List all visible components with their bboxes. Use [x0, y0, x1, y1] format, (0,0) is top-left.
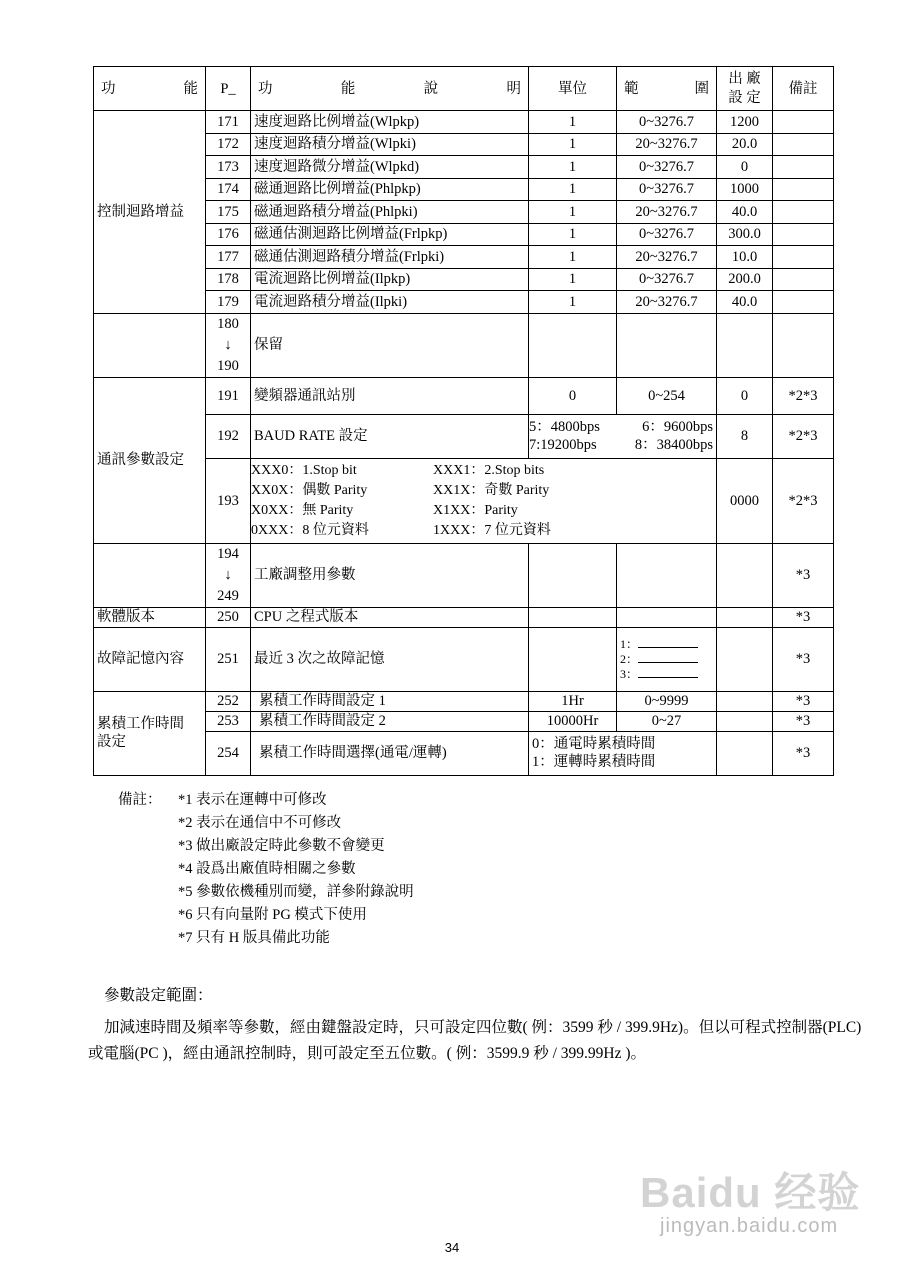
header-unit: 單位 — [529, 67, 617, 111]
group-cumulative: 累積工作時間 設定 — [94, 691, 206, 775]
note-item: *7 只有 H 版具備此功能 — [178, 930, 330, 946]
blank-line — [638, 637, 698, 648]
table-row: 控制迴路增益 171 速度迴路比例增益(Wlpkp) 1 0~3276.7 1200 — [94, 111, 834, 134]
table-row: 173 速度迴路微分增益(Wlpkd) 1 0~3276.7 0 — [94, 156, 834, 179]
group-comm: 通訊參數設定 — [94, 377, 206, 543]
table-row: 177 磁通估測迴路積分增益(Frlpki) 1 20~3276.7 10.0 — [94, 246, 834, 269]
header-param: P_ — [206, 67, 251, 111]
page-number: 34 — [444, 1240, 460, 1255]
note-item: *5 參數依機種別而變，詳參附錄說明 — [178, 884, 414, 900]
blank-line — [638, 652, 698, 663]
watermark-url: jingyan.baidu.com — [660, 1215, 839, 1237]
table-row-reserved: 180 ↓ 190 保留 — [94, 313, 834, 377]
header-remark: 備註 — [773, 67, 834, 111]
table-row: 254 累積工作時間選擇(通電/運轉) 0：通電時累積時間 1：運轉時累積時間 *3 — [94, 731, 834, 775]
header-factory: 出 廠 設 定 — [717, 67, 773, 111]
note-item: *2 表示在通信中不可修改 — [178, 815, 342, 831]
header-description: 功 能 說 明 — [251, 67, 529, 111]
group-fault: 故障記憶內容 — [94, 627, 206, 691]
table-row: 通訊參數設定 191 變頻器通訊站別 0 0~254 0 *2*3 — [94, 377, 834, 414]
baud-options: 5：4800bps 6：9600bps 7:19200bps 8：38400bps — [529, 414, 717, 458]
arrow-down-icon: ↓ — [224, 566, 232, 583]
table-row: 192 BAUD RATE 設定 5：4800bps 6：9600bps 7:19200bps 8：38400bps 8 *2*3 — [94, 414, 834, 458]
note-item: *1 表示在運轉中可修改 — [178, 792, 327, 808]
table-header-row — [94, 67, 834, 111]
header-function: 功 能 — [94, 67, 206, 111]
fault-slots: 1： 2： 3： — [617, 627, 717, 691]
group-software: 軟體版本 — [94, 607, 206, 627]
p254-options: 0：通電時累積時間 1：運轉時累積時間 — [529, 731, 717, 775]
table-row: 193 XXX0：1.Stop bit XXX1：2.Stop bits XX0X：偶數 Parity XX1X：奇數 Parity X0XX：無 Parity X1XX：Parity 0XXX：8 位元資料 1XXX：7 位元資料 0000 *2*3 — [94, 458, 834, 543]
p193-options: XXX0：1.Stop bit XXX1：2.Stop bits XX0X：偶數 Parity XX1X：奇數 Parity X0XX：無 Parity X1XX：Parity 0XXX：8 位元資料 1XXX：7 位元資料 — [251, 458, 717, 543]
note-item: *3 做出廠設定時此參數不會變更 — [178, 838, 385, 854]
table-row: 故障記憶內容 251 最近 3 次之故障記憶 1： 2： 3： *3 — [94, 627, 834, 691]
table-row: 176 磁通估測迴路比例增益(Frlpkp) 1 0~3276.7 300.0 — [94, 223, 834, 246]
blank-line — [638, 667, 698, 678]
table-row: 253 累積工作時間設定 2 10000Hr 0~27 *3 — [94, 711, 834, 731]
note-item: *4 設爲出廠值時相關之參數 — [178, 861, 356, 877]
table-row: 軟體版本 250 CPU 之程式版本 *3 — [94, 607, 834, 627]
notes-list — [118, 789, 414, 950]
section-title: 參數設定範圍： — [104, 987, 213, 1004]
table-row: 179 電流迴路積分增益(Ilpki) 1 20~3276.7 40.0 — [94, 291, 834, 314]
arrow-down-icon: ↓ — [224, 336, 232, 353]
table-row: 172 速度迴路積分增益(Wlpki) 1 20~3276.7 20.0 — [94, 133, 834, 156]
section-paragraph: 加減速時間及頻率等參數，經由鍵盤設定時，只可設定四位數( 例：3599 秒 / 399.9Hz)。但以可程式控制器(PLC)或電腦(PC )，經由通訊控制時，則可設定至五位數。( 例：3599.9 秒 / 399.99Hz )。 — [88, 1019, 862, 1062]
note-item: *6 只有向量附 PG 模式下使用 — [178, 907, 367, 923]
header-range: 範 圍 — [617, 67, 717, 111]
group-control-gain: 控制迴路增益 — [94, 111, 206, 314]
watermark-brand: Baidu 经验 — [640, 1169, 861, 1216]
table-row-factory-adjust: 194 ↓ 249 工廠調整用參數 *3 — [94, 543, 834, 607]
table-row: 累積工作時間 設定 252 累積工作時間設定 1 1Hr 0~9999 *3 — [94, 691, 834, 711]
table-row: 174 磁通迴路比例增益(Phlpkp) 1 0~3276.7 1000 — [94, 178, 834, 201]
notes-label: 備註： — [118, 792, 162, 808]
table-row: 178 電流迴路比例增益(Ilpkp) 1 0~3276.7 200.0 — [94, 268, 834, 291]
parameter-table — [93, 66, 834, 776]
table-row: 175 磁通迴路積分增益(Phlpki) 1 20~3276.7 40.0 — [94, 201, 834, 224]
